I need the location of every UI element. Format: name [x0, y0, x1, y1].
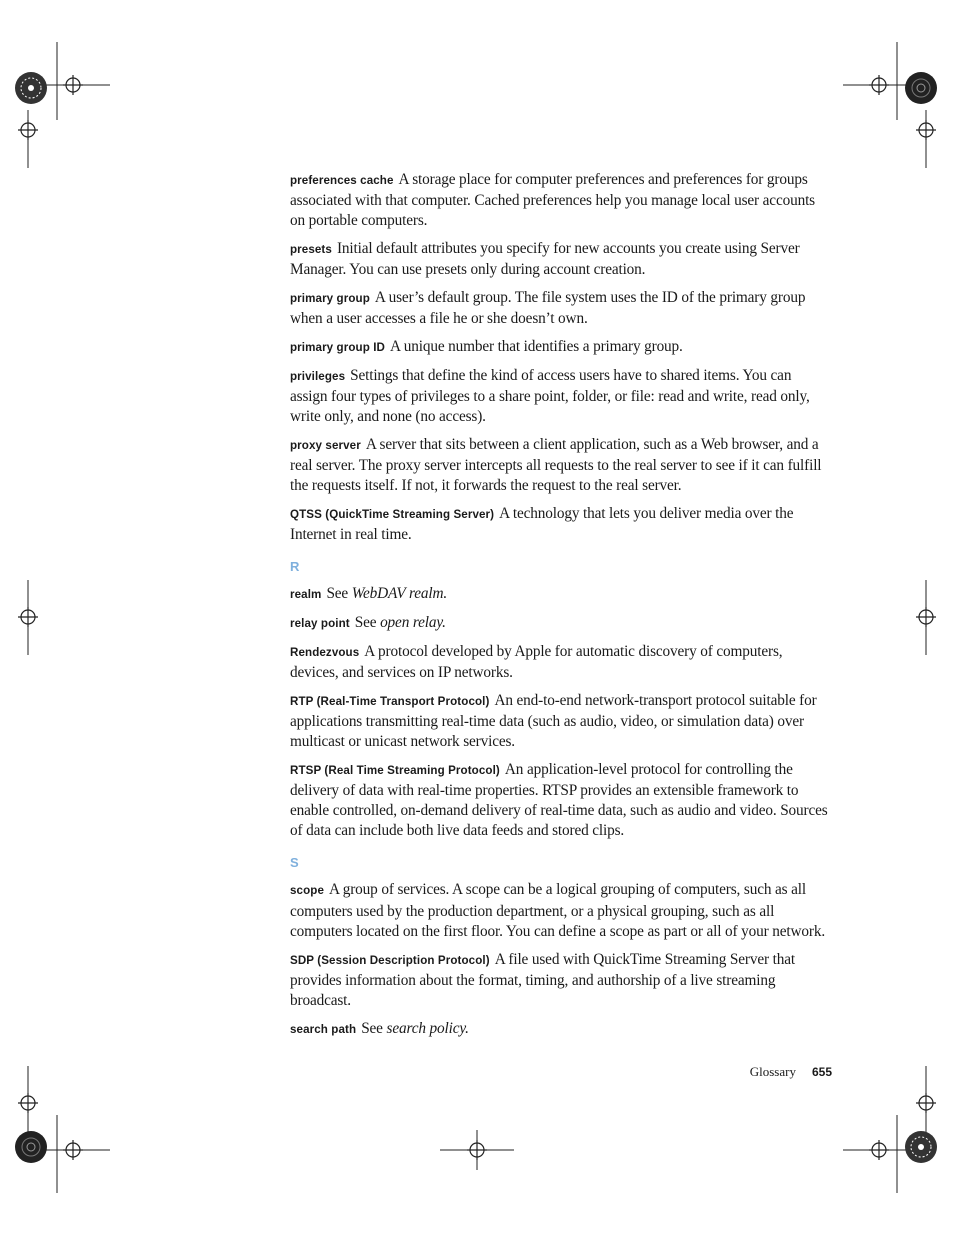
- glossary-entry: [290, 642, 832, 683]
- glossary-definition: Initial default attributes you specify for new accounts you create using Server Manager. You can use presets only during account creation.: [290, 240, 800, 279]
- glossary-definition: An application-level protocol for controlling the delivery of data with real-time properties. RTSP provides an extensible framework to enable controlled, on-demand delivery of real-time data, such as audio and video. Sources of data can include both live data feeds and stored clips.: [290, 760, 828, 840]
- see-label: See: [361, 1019, 383, 1037]
- glossary-definition: Settings that define the kind of access users have to shared items. You can assign four types of privileges to a share point, folder, or file: read and write, read only, write only, and none (no access).: [290, 366, 810, 426]
- glossary-definition: A file used with QuickTime Streaming Server that provides information about the format, timing, and authorship of a live streaming broadcast.: [290, 950, 795, 1009]
- section-heading-s: S: [290, 855, 299, 871]
- glossary-content: [290, 170, 832, 1047]
- glossary-entry: [290, 584, 832, 605]
- footer-section-title: Glossary: [749, 1064, 796, 1079]
- glossary-definition: A technology that lets you deliver media over the Internet in real time.: [290, 504, 794, 544]
- glossary-term: preferences cache: [290, 174, 394, 187]
- glossary-entry: [290, 613, 832, 634]
- see-label: See: [326, 585, 349, 603]
- glossary-term: scope: [290, 884, 325, 898]
- glossary-entry: [290, 239, 832, 280]
- glossary-entry: [290, 1019, 832, 1040]
- glossary-definition: A protocol developed by Apple for automatic discovery of computers, devices, and services on IP networks.: [290, 642, 783, 681]
- page-footer: [600, 1064, 832, 1080]
- glossary-entry: [290, 170, 832, 232]
- glossary-definition: A group of services. A scope can be a logical grouping of computers, such as all computers used by the production department, or a physical grouping, such as all computers located on the first floor. You can define a scope as part or all of your network.: [290, 881, 826, 940]
- glossary-entry: [290, 288, 832, 329]
- cross-reference: open relay.: [380, 613, 446, 631]
- glossary-entry: [290, 950, 832, 1012]
- glossary-term: RTP (Real-Time Transport Protocol): [290, 694, 490, 708]
- see-label: See: [354, 613, 377, 631]
- glossary-definition: A unique number that identifies a primary group.: [390, 337, 683, 355]
- glossary-term: SDP (Session Description Protocol): [290, 953, 490, 967]
- glossary-term: search path: [290, 1022, 357, 1036]
- glossary-definition: A user’s default group. The file system uses the ID of the primary group when a user accesses a file he or she doesn’t own.: [290, 289, 806, 328]
- glossary-term: proxy server: [290, 438, 361, 452]
- glossary-entry: [290, 435, 832, 497]
- glossary-term: realm: [290, 588, 322, 602]
- glossary-term: primary group ID: [290, 340, 386, 354]
- cross-reference: WebDAV realm.: [351, 585, 448, 603]
- glossary-term: relay point: [290, 616, 350, 630]
- glossary-term: QTSS (QuickTime Streaming Server): [290, 507, 495, 521]
- glossary-entry: [290, 504, 832, 545]
- glossary-term: presets: [290, 243, 332, 257]
- glossary-entry: [290, 760, 832, 842]
- glossary-definition: A storage place for computer preferences and preferences for groups associated with that computer. Cached preferences help you manage local user accounts on portable computers.: [290, 171, 815, 230]
- glossary-entry: [290, 366, 832, 428]
- glossary-entry: [290, 337, 832, 358]
- glossary-definition: A server that sits between a client application, such as a Web browser, and a real server. The proxy server intercepts all requests to the real server to see if it can fulfill the requests itself. If not, it forwards the request to the real server.: [290, 435, 822, 495]
- glossary-term: privileges: [290, 369, 346, 383]
- glossary-term: RTSP (Real Time Streaming Protocol): [290, 763, 500, 777]
- page-number: 655: [811, 1065, 832, 1079]
- glossary-term: Rendezvous: [290, 645, 360, 659]
- glossary-term: primary group: [290, 292, 370, 306]
- cross-reference: search policy.: [386, 1019, 469, 1037]
- glossary-entry: [290, 691, 832, 753]
- glossary-entry: [290, 880, 832, 942]
- glossary-definition: An end-to-end network-transport protocol suitable for applications transmitting real-time data (such as audio, video, or simulation data) over multicast or unicast network services.: [290, 691, 817, 750]
- section-heading-r: R: [290, 559, 300, 575]
